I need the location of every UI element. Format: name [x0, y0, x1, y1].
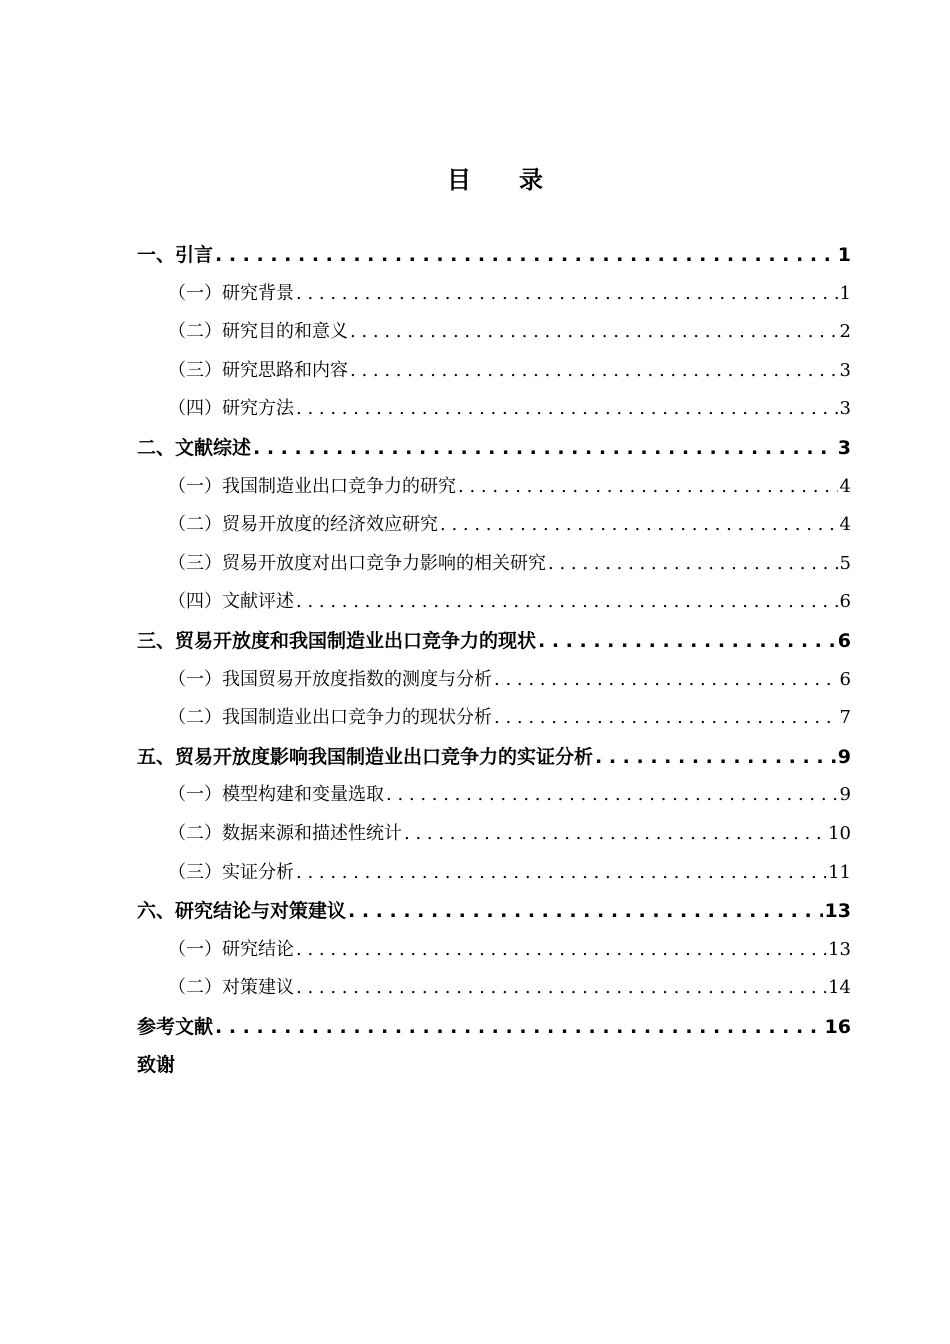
toc-entry-label: （二）数据来源和描述性统计 — [168, 822, 402, 844]
toc-chapter-entry[interactable] — [137, 236, 851, 275]
toc-entry-label: （一）模型构建和变量选取 — [168, 784, 384, 806]
toc-section-entry[interactable] — [137, 275, 851, 314]
toc-entry-label: （四）文献评述 — [168, 591, 294, 613]
toc-dot-leader — [548, 545, 838, 584]
toc-page-number: 6 — [839, 668, 851, 690]
toc-entry-label: （四）研究方法 — [168, 398, 294, 420]
toc-section-entry[interactable] — [137, 931, 851, 970]
toc-dot-leader — [296, 854, 826, 893]
toc-dot-leader — [296, 275, 838, 314]
toc-page-number: 4 — [839, 514, 851, 536]
toc-page-number: 14 — [828, 977, 851, 999]
toc-section-entry[interactable] — [137, 352, 851, 391]
toc-page-number: 1 — [839, 282, 851, 304]
toc-page-number: 6 — [839, 591, 851, 613]
toc-dot-leader — [458, 468, 838, 507]
toc-entry-label: （二）贸易开放度的经济效应研究 — [168, 514, 438, 536]
toc-section-entry[interactable] — [137, 776, 851, 815]
toc-dot-leader — [215, 236, 836, 275]
toc-page-number: 1 — [837, 244, 851, 266]
toc-section-entry[interactable] — [137, 468, 851, 507]
toc-section-entry[interactable] — [137, 699, 851, 738]
toc-dot-leader — [404, 815, 826, 854]
toc-page-number: 2 — [839, 321, 851, 343]
toc-entry-label: 六、研究结论与对策建议 — [137, 900, 347, 923]
toc-dot-leader — [440, 506, 838, 545]
toc-chapter-entry[interactable] — [137, 622, 851, 661]
toc-dot-leader — [253, 429, 836, 468]
toc-page-number: 13 — [824, 900, 851, 923]
table-of-contents — [137, 236, 851, 1085]
toc-entry-label: （二）研究目的和意义 — [168, 321, 348, 343]
toc-section-entry[interactable] — [137, 969, 851, 1008]
toc-dot-leader — [296, 969, 826, 1008]
toc-section-entry[interactable] — [137, 583, 851, 622]
toc-section-entry[interactable] — [137, 506, 851, 545]
toc-entry-label: 三、贸易开放度和我国制造业出口竞争力的现状 — [137, 629, 537, 652]
toc-page-number: 5 — [839, 552, 851, 574]
toc-page-number: 6 — [837, 629, 851, 652]
toc-section-entry[interactable] — [137, 815, 851, 854]
toc-chapter-entry[interactable] — [137, 429, 851, 468]
toc-dot-leader — [350, 313, 838, 352]
toc-page-number: 11 — [828, 861, 851, 883]
toc-section-entry[interactable] — [137, 313, 851, 352]
toc-entry-label: （二）对策建议 — [168, 977, 294, 999]
toc-page-number: 7 — [839, 707, 851, 729]
toc-entry-label: 一、引言 — [137, 244, 214, 266]
toc-chapter-entry[interactable] — [137, 1008, 851, 1047]
toc-page-number: 16 — [824, 1015, 851, 1038]
toc-page-number: 3 — [839, 398, 851, 420]
toc-entry-label: （一）研究背景 — [168, 282, 294, 304]
toc-entry-label: （二）我国制造业出口竞争力的现状分析 — [168, 707, 492, 729]
toc-dot-leader — [494, 661, 838, 700]
toc-section-entry[interactable] — [137, 390, 851, 429]
toc-entry-label: （三）贸易开放度对出口竞争力影响的相关研究 — [168, 552, 546, 574]
toc-chapter-entry[interactable] — [137, 738, 851, 777]
toc-section-entry[interactable] — [137, 545, 851, 584]
toc-page-number: 9 — [837, 745, 851, 768]
toc-page-number: 13 — [828, 938, 851, 960]
toc-page-number: 4 — [839, 475, 851, 497]
toc-chapter-entry[interactable] — [137, 892, 851, 931]
toc-entry-label: （三）实证分析 — [168, 861, 294, 883]
toc-page-number: 10 — [828, 822, 851, 844]
toc-page-number: 3 — [837, 436, 851, 459]
toc-page-number: 9 — [839, 784, 851, 806]
toc-dot-leader — [386, 776, 838, 815]
toc-entry-label: （一）研究结论 — [168, 938, 294, 960]
toc-dot-leader — [296, 583, 838, 622]
toc-dot-leader — [296, 931, 826, 970]
toc-entry-label: 致谢 — [137, 1054, 176, 1077]
toc-entry-label: （一）我国贸易开放度指数的测度与分析 — [168, 668, 492, 690]
toc-entry-label: 参考文献 — [137, 1015, 214, 1038]
toc-dot-leader — [494, 699, 838, 738]
toc-entry-label: （一）我国制造业出口竞争力的研究 — [168, 475, 456, 497]
toc-dot-leader — [348, 892, 823, 931]
toc-page-number: 3 — [839, 359, 851, 381]
toc-dot-leader — [296, 390, 838, 429]
toc-title: 目 录 — [447, 166, 543, 194]
toc-section-entry[interactable] — [137, 661, 851, 700]
toc-dot-leader — [350, 352, 838, 391]
toc-section-entry[interactable] — [137, 854, 851, 893]
toc-entry-label: （三）研究思路和内容 — [168, 359, 348, 381]
toc-dot-leader — [215, 1008, 823, 1047]
toc-dot-leader — [595, 738, 836, 777]
toc-entry-label: 五、贸易开放度影响我国制造业出口竞争力的实证分析 — [137, 745, 594, 768]
toc-entry-label: 二、文献综述 — [137, 436, 252, 459]
toc-chapter-entry[interactable] — [137, 1046, 851, 1085]
toc-dot-leader — [538, 622, 836, 661]
